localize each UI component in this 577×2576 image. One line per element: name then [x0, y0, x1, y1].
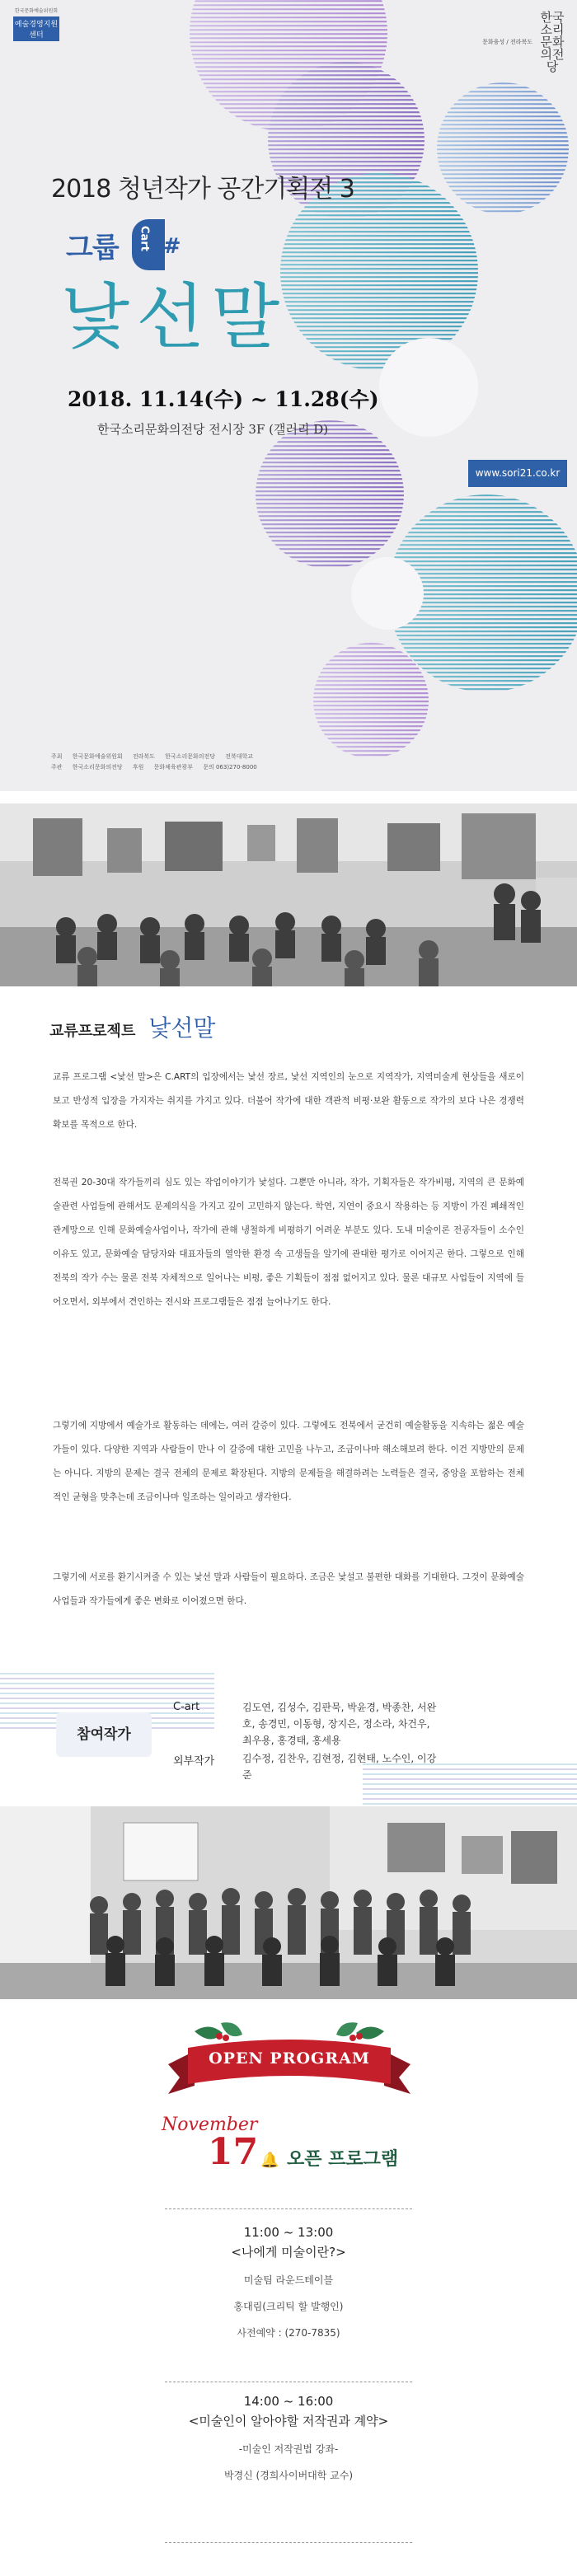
cart-logo-hash: # [162, 234, 181, 259]
session-1-title: <나에게 미술이란?> [231, 2245, 346, 2260]
project-label: 교류프로젝트 [49, 1023, 136, 1040]
credit-row-host: 주최 한국문화예술위원회 전라북도 한국소리문화의전당 전북대학교 [51, 753, 254, 760]
top-right-org: 문화융성 / 전라북도 [482, 39, 532, 45]
group-photo-image [0, 1806, 577, 1999]
session-2-line-1: -미술인 저작권법 강좌- [238, 2443, 339, 2455]
stripe-right-6 [363, 1793, 577, 1795]
session-2 [0, 2394, 577, 2482]
participants-category-guest: 외부작가 [173, 1755, 215, 1768]
paragraph-1: 교류 프로그램 <낯선 말>은 C.ART의 입장에서는 낯선 장르, 낯선 지역인의 눈으로 지역작가, 지역미술계 현상들을 새로이 보고 반성적 입장을 가지자는 취지를 가지고 있다. 더불어 작가에 대한 객관적 비평·보완 활동으로 작가의 보다 나은 경쟁력 확보를 목적으로 한다. [53, 1072, 524, 1130]
gallery-talk-photo [0, 803, 577, 986]
deco-solid-circle-0 [379, 338, 478, 437]
session-1 [0, 2225, 577, 2339]
program-day: 17 [208, 2131, 259, 2173]
participants-box [49, 1688, 528, 1791]
session-2-time: 14:00 ~ 16:00 [243, 2394, 334, 2409]
top-right-logo: 한국소리문화의전당 [540, 10, 565, 74]
open-program-ribbon [162, 2015, 417, 2114]
deco-circle-bottom-small [313, 643, 429, 756]
participants-names-guest: 김수정, 김찬우, 김현정, 김현태, 노수인, 이강준 [242, 1753, 437, 1781]
stripe-left-2 [0, 1683, 214, 1684]
ribbon-text: OPEN PROGRAM [209, 2049, 370, 2068]
stripe-right-7 [363, 1798, 577, 1800]
deco-circle-lower [256, 420, 404, 566]
session-2-line-2: 박경신 (경희사이버대학 교수) [223, 2470, 354, 2481]
paragraph-4: 그렇기에 서로를 환기시켜줄 수 있는 낯선 말과 사람들이 필요하다. 조금은 낯설고 불편한 대화를 기대한다. 그것이 문화예술사업들과 작가들에게 좋은 변화로 이어졌으면 한다. [53, 1572, 524, 1606]
exhibition-poster [0, 0, 577, 791]
session-2-title: <미술인이 알아야할 저작권과 계약> [188, 2414, 389, 2428]
gallery-talk-photo-image [0, 803, 577, 986]
deco-solid-circle-1 [351, 557, 424, 630]
paragraph-2: 전북권 20-30대 작가들끼리 심도 있는 작업이야기가 낯설다. 그뿐만 아니라, 작가, 기획자들은 작가비평, 지역의 큰 문화예술관련 사업들에 관해서도 문제의식을 가지고 깊이 고민하지 않는다. 학연, 지연이 중요시 작용하는 등 지방이 가진 폐쇄적인 관계망으로 인해 문화예술사업이나, 작가에 관해 냉철하게 비평하기 어려운 부분도 있다. 도내 미술이론 전공자들이 소수인 이유도 있고, 문화예술 담당자와 대표자들의 열악한 환경 속 고생들을 알기에 관대한 평가로 이어지곤 한다. 그렇으로 인해 전북의 작가 수는 물론 전북 자체적으로 일어나는 비평, 좋은 기획들이 점점 없어지고 있다. 물론 대규모 사업들이 지역에 들어오면서, 외부에서 견인하는 전시와 프로그램들은 점점 늘어나기도 한다. [53, 1178, 524, 1307]
stripe-right-8 [363, 1803, 577, 1805]
divider-top [165, 2208, 412, 2209]
poster-subtitle: 2018 청년작가 공간기획전 3 [51, 175, 354, 204]
group-name-row [66, 216, 181, 274]
session-1-line-3: 사전예약 : (270-7835) [237, 2327, 340, 2339]
cart-logo-text: Cart [138, 226, 151, 251]
top-right-org-logos [482, 12, 567, 73]
participants-category-cart: C-art [173, 1701, 200, 1713]
poster-credits [51, 752, 381, 773]
bell-icon: 🔔 [260, 2152, 279, 2169]
session-1-line-2: 홍대림(크리틱 할 발행인) [233, 2301, 344, 2312]
group-word: 그룹 [66, 231, 119, 265]
top-left-brand: 예술경영지원센터 [13, 16, 59, 41]
participants-tag: 참여작가 [56, 1712, 152, 1757]
exhibition-venue: 한국소리문화의전당 전시장 3F (갤러리 D) [97, 422, 329, 437]
project-name: 낯선말 [148, 1014, 216, 1042]
website-link[interactable]: www.sori21.co.kr [468, 460, 567, 487]
credit-row-organizer: 주관 한국소리문화의전당 후원 문화체육관광부 문의 063)270-8000 [51, 764, 257, 770]
top-left-org-logo [13, 8, 59, 41]
stripe-left-1 [0, 1678, 214, 1679]
divider-bottom [165, 2542, 412, 2543]
deco-circle-top [190, 0, 387, 129]
session-1-line-1: 미술팀 라운드테이블 [243, 2274, 334, 2286]
open-program-label: 오픈 프로그램 [287, 2149, 399, 2170]
stripe-left-0 [0, 1673, 214, 1674]
cart-logo-icon [132, 216, 181, 274]
project-heading [49, 1010, 215, 1043]
participants-names-cart: 김도연, 김성수, 김판묵, 박윤경, 박종찬, 서완호, 송경민, 이동형, 장지은, 정소라, 차건우, 최우용, 홍경태, 홍세용 [242, 1702, 437, 1746]
deco-circle-right [437, 82, 569, 212]
poster-main-title: 낯선말 [61, 276, 287, 358]
top-left-org: 한국문화예술위원회 [14, 8, 59, 14]
holly-leaf-icon [195, 2022, 384, 2041]
paragraph-3: 그렇기에 지방에서 예술가로 활동하는 데에는, 여러 갈증이 있다. 그렇에도 전북에서 굳건히 예술활동을 지속하는 젊은 예술가들이 있다. 다양한 지역과 사람들이 만나 이 갈증에 대한 고민을 나누고, 조금이나마 해소해보려 한다. 이건 지방만의 문제는 아니다. 지방의 문제는 결국 전체의 문제로 확장된다. 지방의 문제들을 해결하려는 노력들은 결국, 중앙을 포함하는 전체적인 균형을 맞추는데 조금이나마 일조하는 일이라고 생각한다. [53, 1421, 524, 1502]
program-month: November [162, 2115, 258, 2135]
exhibition-date: 2018. 11.14(수) ~ 11.28(수) [68, 387, 379, 411]
group-photo [0, 1806, 577, 1999]
session-1-time: 11:00 ~ 13:00 [243, 2225, 334, 2240]
